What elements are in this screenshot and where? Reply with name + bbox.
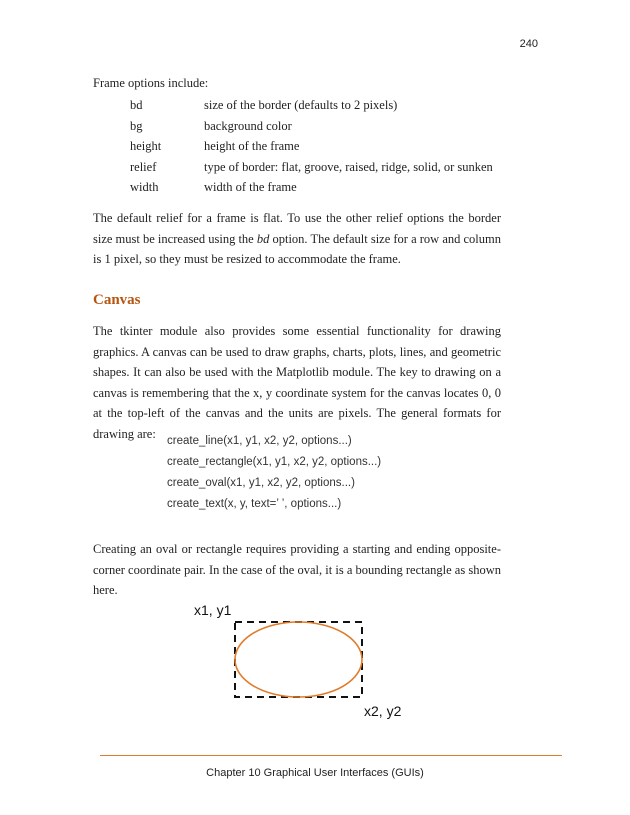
option-name: relief bbox=[130, 159, 157, 174]
bd-emphasis: bd bbox=[256, 231, 270, 246]
option-description: height of the frame bbox=[204, 139, 300, 153]
option-description: width of the frame bbox=[204, 180, 297, 194]
code-line: create_rectangle(x1, y1, x2, y2, options...) bbox=[167, 456, 382, 468]
code-line: create_text(x, y, text=’ ’, options...) bbox=[167, 498, 342, 510]
relief-paragraph bbox=[93, 208, 501, 270]
footer-divider bbox=[100, 755, 562, 756]
option-name: width bbox=[130, 180, 159, 194]
chapter-footer: Chapter 10 Graphical User Interfaces (GUIs) bbox=[206, 767, 424, 779]
option-description: type of border: flat, groove, raised, ridge, solid, or sunken bbox=[204, 159, 493, 174]
label-x1-y1: x1, y1 bbox=[194, 602, 232, 618]
option-row bbox=[130, 180, 493, 201]
frame-options-list bbox=[130, 98, 493, 201]
section-heading-canvas: Canvas bbox=[93, 292, 141, 308]
label-x2-y2: x2, y2 bbox=[364, 703, 402, 719]
intro-text: Frame options include: bbox=[93, 76, 209, 90]
page-number: 240 bbox=[519, 38, 538, 50]
code-listing bbox=[167, 435, 381, 519]
canvas-paragraph: The tkinter module also provides some essential functionality for drawing graphics. A canvas can be used to draw graphs, charts, plots, lines, and geometric shapes. It can also be used with the Matplotlib module. The key to drawing on a canvas is remembering that the x, y coordinate system for the canvas locates 0, 0 at the top-left of the canvas and the units are pixels. The general formats for drawing are: bbox=[93, 324, 501, 441]
option-row bbox=[130, 160, 493, 181]
option-row bbox=[130, 98, 493, 119]
code-line: create_oval(x1, y1, x2, y2, options...) bbox=[167, 477, 355, 489]
code-line: create_line(x1, y1, x2, y2, options...) bbox=[167, 435, 352, 447]
option-name: height bbox=[130, 139, 162, 153]
oval-paragraph: Creating an oval or rectangle requires providing a starting and ending opposite-corner coordinate pair. In the case of the oval, it is a bounding rectangle as shown here. bbox=[93, 542, 501, 597]
option-row bbox=[130, 139, 493, 160]
oval-bounding-diagram bbox=[180, 598, 420, 723]
relief-text-start: The default relief for a frame is flat. To use the other relief options the border size must be increased using the bbox=[93, 211, 501, 246]
option-name: bd bbox=[130, 98, 143, 112]
relief-text-end: option. The default size for a row and column is 1 pixel, so they must be resized to accommodate the frame. bbox=[93, 231, 501, 266]
option-row bbox=[130, 119, 493, 140]
option-description: size of the border (defaults to 2 pixels) bbox=[204, 98, 398, 112]
oval-shape bbox=[235, 622, 362, 697]
option-name: bg bbox=[130, 118, 143, 133]
option-description: background color bbox=[204, 118, 292, 133]
